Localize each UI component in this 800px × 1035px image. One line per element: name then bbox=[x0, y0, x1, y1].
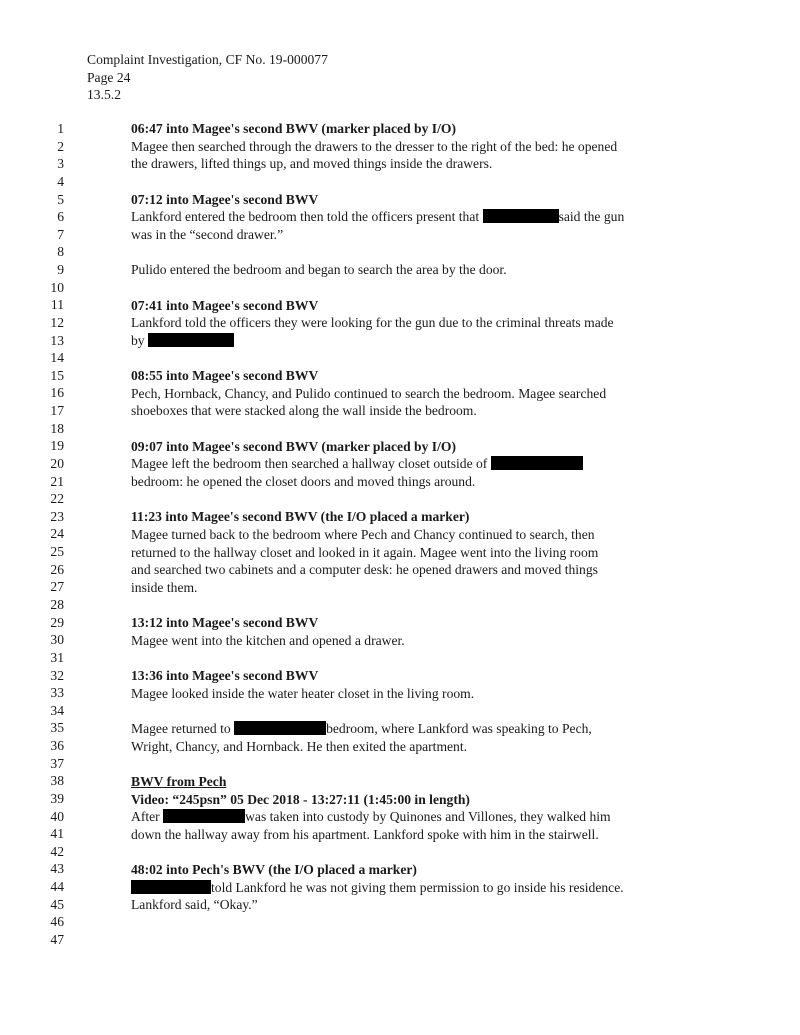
line-number: 10 bbox=[50, 279, 64, 295]
line-number: 23 bbox=[50, 508, 64, 524]
text-line: Wright, Chancy, and Hornback. He then exited the apartment. bbox=[131, 739, 468, 754]
page-number: Page 24 bbox=[87, 69, 131, 85]
line-number: 42 bbox=[50, 843, 64, 859]
entry-heading: 13:12 into Magee's second BWV bbox=[131, 615, 319, 630]
text-line: and searched two cabinets and a computer desk: he opened drawers and moved things bbox=[131, 562, 598, 577]
page-header bbox=[87, 51, 328, 104]
line-number: 19 bbox=[50, 438, 64, 454]
text-line: After was taken into custody by Quinones and Villones, they walked him bbox=[131, 809, 611, 824]
text-line: inside them. bbox=[131, 580, 198, 595]
entry-heading: 11:23 into Magee's second BWV (the I/O placed a marker) bbox=[131, 509, 470, 524]
line-number: 9 bbox=[57, 262, 64, 278]
line-number: 25 bbox=[50, 544, 64, 560]
line-number: 27 bbox=[50, 579, 64, 595]
entry-heading: 13:36 into Magee's second BWV bbox=[131, 668, 319, 683]
section-title: BWV from Pech bbox=[131, 774, 227, 789]
line-number: 32 bbox=[50, 667, 64, 683]
redaction-box bbox=[163, 809, 245, 823]
entry-heading: 48:02 into Pech's BWV (the I/O placed a marker) bbox=[131, 862, 417, 877]
entry-heading: 06:47 into Magee's second BWV (marker placed by I/O) bbox=[131, 121, 456, 136]
text-line: told Lankford he was not giving them permission to go inside his residence. bbox=[131, 879, 624, 897]
line-number: 22 bbox=[50, 491, 64, 507]
line-number: 3 bbox=[57, 156, 64, 172]
entry-heading: 07:41 into Magee's second BWV bbox=[131, 298, 319, 313]
line-number: 24 bbox=[50, 526, 64, 542]
video-heading: Video: “245psn” 05 Dec 2018 - 13:27:11 (1:45:00 in length) bbox=[131, 792, 470, 807]
line-number: 46 bbox=[50, 914, 64, 930]
redaction-box bbox=[131, 880, 211, 894]
line-number: 26 bbox=[50, 561, 64, 577]
text-line: Lankford entered the bedroom then told the officers present that said the gun bbox=[131, 209, 625, 224]
text-line: Pulido entered the bedroom and began to search the area by the door. bbox=[131, 262, 507, 277]
text-line: by bbox=[131, 332, 234, 350]
line-number: 4 bbox=[57, 173, 64, 189]
text-line: Lankford told the officers they were looking for the gun due to the criminal threats made bbox=[131, 315, 614, 330]
line-number: 15 bbox=[50, 367, 64, 383]
line-number: 47 bbox=[50, 931, 64, 947]
text-line: returned to the hallway closet and looked in it again. Magee went into the living room bbox=[131, 545, 599, 560]
line-number: 13 bbox=[50, 332, 64, 348]
line-number: 31 bbox=[50, 649, 64, 665]
entry-heading: 08:55 into Magee's second BWV bbox=[131, 368, 319, 383]
redaction-box bbox=[234, 721, 326, 735]
text-line: the drawers, lifted things up, and moved things inside the drawers. bbox=[131, 156, 493, 171]
line-number: 36 bbox=[50, 738, 64, 754]
line-number: 38 bbox=[50, 773, 64, 789]
text-line: shoeboxes that were stacked along the wall inside the bedroom. bbox=[131, 403, 477, 418]
line-number: 34 bbox=[50, 702, 64, 718]
text-line: bedroom: he opened the closet doors and moved things around. bbox=[131, 474, 476, 489]
line-number: 14 bbox=[50, 350, 64, 366]
line-number: 28 bbox=[50, 597, 64, 612]
text-line: Magee went into the kitchen and opened a drawer. bbox=[131, 633, 405, 648]
text-line: Lankford said, “Okay.” bbox=[131, 897, 258, 912]
line-number: 44 bbox=[50, 879, 64, 895]
text-line: Magee then searched through the drawers to the dresser to the right of the bed: he opened bbox=[131, 139, 618, 154]
line-number: 41 bbox=[50, 826, 64, 842]
text-line: Magee left the bedroom then searched a hallway closet outside of bbox=[131, 455, 583, 473]
line-number: 39 bbox=[50, 790, 64, 806]
line-number: 45 bbox=[50, 896, 64, 912]
line-number: 43 bbox=[50, 861, 64, 877]
line-number: 12 bbox=[50, 314, 64, 330]
text-line: Magee turned back to the bedroom where Pech and Chancy continued to search, then bbox=[131, 527, 595, 542]
line-number: 8 bbox=[57, 244, 64, 260]
line-number: 17 bbox=[50, 403, 64, 419]
line-number: 1 bbox=[57, 121, 64, 136]
text-line: Magee looked inside the water heater closet in the living room. bbox=[131, 686, 475, 701]
redaction-box bbox=[491, 456, 583, 470]
line-number: 33 bbox=[50, 685, 64, 701]
line-number: 6 bbox=[57, 209, 64, 225]
line-number: 11 bbox=[50, 297, 64, 313]
entry-heading: 09:07 into Magee's second BWV (marker placed by I/O) bbox=[131, 439, 456, 454]
line-number: 7 bbox=[57, 226, 64, 242]
line-number: 30 bbox=[50, 632, 64, 648]
text-line: down the hallway away from his apartment. Lankford spoke with him in the stairwell. bbox=[131, 827, 599, 842]
line-number: 16 bbox=[50, 385, 64, 401]
text-line: was in the “second drawer.” bbox=[131, 227, 284, 242]
case-title: Complaint Investigation, CF No. 19-000077 bbox=[87, 52, 328, 67]
line-number: 5 bbox=[57, 191, 64, 207]
line-number: 20 bbox=[50, 455, 64, 471]
text-line: Pech, Hornback, Chancy, and Pulido continued to search the bedroom. Magee searched bbox=[131, 386, 607, 401]
redaction-box bbox=[148, 333, 234, 347]
line-number: 2 bbox=[57, 138, 64, 154]
line-number: 40 bbox=[50, 808, 64, 824]
line-number: 18 bbox=[50, 420, 64, 436]
section-number: 13.5.2 bbox=[87, 87, 121, 102]
line-number: 21 bbox=[50, 473, 64, 489]
redaction-box bbox=[483, 209, 559, 223]
line-number: 37 bbox=[50, 755, 64, 771]
text-line: Magee returned to bedroom, where Lankford was speaking to Pech, bbox=[131, 721, 592, 736]
line-number: 35 bbox=[50, 720, 64, 736]
line-number: 29 bbox=[50, 614, 64, 630]
entry-heading: 07:12 into Magee's second BWV bbox=[131, 192, 319, 207]
